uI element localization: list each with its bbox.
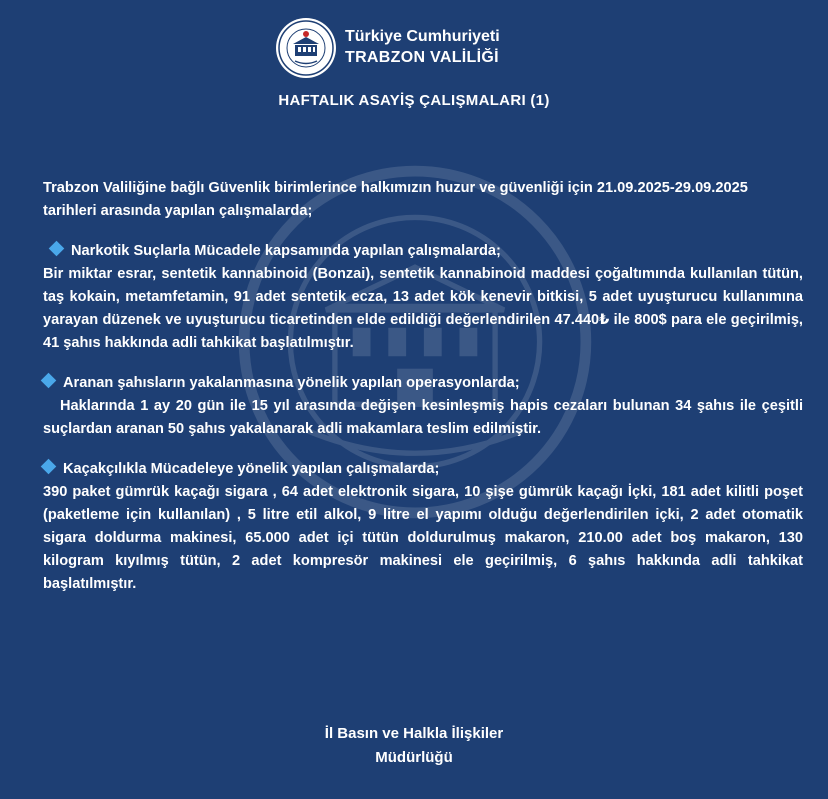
section-heading-text: Aranan şahısların yakalanmasına yönelik yapılan operasyonlarda;	[63, 375, 520, 391]
section-heading-text: Narkotik Suçlarla Mücadele kapsamında yapılan çalışmalarda;	[71, 243, 501, 259]
section-heading-text: Kaçakçılıkla Mücadeleye yönelik yapılan çalışmalarda;	[63, 461, 440, 477]
header	[275, 17, 500, 79]
footer-line1: İl Basın ve Halkla İlişkiler	[324, 725, 504, 742]
country-name: Türkiye Cumhuriyeti	[345, 28, 500, 45]
trabzon-governorship-seal-icon	[275, 17, 337, 79]
section-body-smuggling: 390 paket gümrük kaçağı sigara , 64 adet elektronik sigara, 10 şişe gümrük kaçağı İçki, 181 adet kilitli poşet (paketleme için kullanılan) , 5 litre etil alkol, 9 litre el yapımı olduğu değerlendirilen içki, 2 adet otomatik sigara doldurma makinesi, 65.000 adet içi tütün doldurulmuş makaron, 210.00 adet boş makaron, 130 kilogram kıyılmış tütün, 2 adet kompresör makinesi ele geçirilmiş, 6 şahıs hakkında adli tahkikat başlatılmıştır.	[43, 484, 803, 592]
blue-diamond-icon	[49, 241, 65, 257]
section-body-narcotics: Bir miktar esrar, sentetik kannabinoid (Bonzai), sentetik kannabinoid maddesi çoğaltımında kullanılan tütün, taş kokain, metamfetamin, 91 adet sentetik ecza, 13 adet kök kenevir bitkisi, 5 adet uyuşturucu kullanımına yarayan düzenek ve uyuşturucu ticaretinden elde edildiği değerlendirilen 47.440₺ ile 800$ para ele geçirilmiş, 41 şahıs hakkında adli tahkikat başlatılmıştır.	[43, 266, 803, 351]
bulletin-body	[43, 177, 803, 596]
section-heading-narcotics	[43, 240, 803, 263]
section-heading-smuggling	[43, 458, 803, 481]
blue-diamond-icon	[41, 459, 57, 475]
intro-paragraph: Trabzon Valiliğine bağlı Güvenlik birimlerince halkımızın huzur ve güvenliği için 21.09.2025-29.09.2025 tarihleri arasında yapılan çalışmalarda;	[43, 180, 748, 219]
footer-line2: Müdürlüğü	[375, 749, 453, 766]
document-title: HAFTALIK ASAYİŞ ÇALIŞMALARI (1)	[278, 92, 550, 109]
blue-diamond-icon	[41, 373, 57, 389]
section-heading-wanted	[43, 372, 803, 395]
footer-signature	[0, 722, 828, 770]
section-body-text: Haklarında 1 ay 20 gün ile 15 yıl arasında değişen kesinleşmiş hapis cezaları bulunan 34 şahıs ile çeşitli suçlardan aranan 50 şahıs yakalanarak adli makamlara teslim edilmiştir.	[43, 398, 803, 437]
section-body-wanted	[43, 395, 803, 441]
institution-name: TRABZON VALİLİĞİ	[345, 49, 499, 66]
